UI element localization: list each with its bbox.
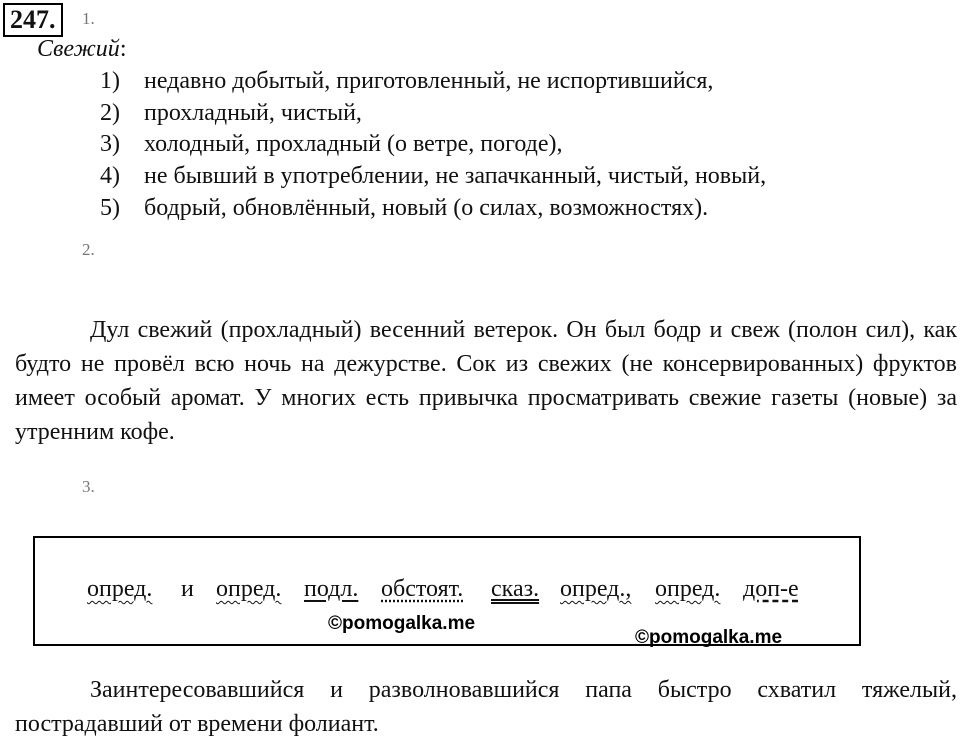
meaning-text: не бывший в употреблении, не запачканный, чистый, новый, bbox=[144, 163, 767, 189]
scheme-attribute: опред. bbox=[216, 576, 282, 602]
meaning-number: 4) bbox=[100, 163, 120, 189]
part-2-label: 2. bbox=[82, 240, 95, 259]
scheme-object: доп-е bbox=[743, 576, 799, 602]
meaning-number: 2) bbox=[100, 100, 120, 126]
meaning-number: 5) bbox=[100, 195, 120, 221]
headword bbox=[37, 36, 126, 63]
watermark: ©pomogalka.me bbox=[328, 613, 476, 634]
meaning-item bbox=[100, 195, 708, 222]
exercise-number: 247. bbox=[3, 3, 63, 37]
meaning-text: прохладный, чистый, bbox=[144, 100, 362, 126]
scheme-attribute: опред. bbox=[87, 576, 153, 602]
analyzed-sentence: Заинтересовавшийся и разволновавшийся папа быстро схватил тяжелый, пострадавший от времени фолиант. bbox=[15, 677, 957, 737]
headword-colon: : bbox=[119, 36, 127, 62]
meaning-number: 3) bbox=[100, 131, 120, 157]
scheme-adverbial: обстоят. bbox=[381, 576, 464, 602]
meaning-number: 1) bbox=[100, 68, 120, 94]
watermark: ©pomogalka.me bbox=[635, 627, 783, 648]
meaning-item bbox=[100, 68, 713, 95]
meaning-item bbox=[100, 163, 766, 190]
scheme-attribute: опред., bbox=[560, 576, 632, 602]
meaning-text: холодный, прохладный (о ветре, погоде), bbox=[144, 131, 563, 157]
scheme-attribute: опред. bbox=[655, 576, 721, 602]
meaning-text: бодрый, обновлённый, новый (о силах, возможностях). bbox=[144, 195, 709, 221]
meaning-item bbox=[100, 100, 362, 127]
part-3-label: 3. bbox=[82, 477, 95, 496]
meaning-item bbox=[100, 131, 563, 158]
headword-text: Свежий bbox=[37, 36, 120, 62]
scheme-conjunction: и bbox=[181, 576, 194, 602]
example-paragraph: Дул свежий (прохладный) весенний ветерок. Он был бодр и свеж (полон сил), как будто не провёл всю ночь на дежурстве. Сок из свежих (не консервированных) фруктов имеет особый аромат. У многих есть привычка просматривать свежие газеты (новые) за утренним кофе. bbox=[15, 317, 957, 445]
part-1-label: 1. bbox=[82, 9, 95, 28]
scheme-subject: подл. bbox=[304, 576, 359, 602]
meaning-text: недавно добытый, приготовленный, не испортившийся, bbox=[144, 68, 714, 94]
scheme-predicate: сказ. bbox=[491, 576, 540, 602]
